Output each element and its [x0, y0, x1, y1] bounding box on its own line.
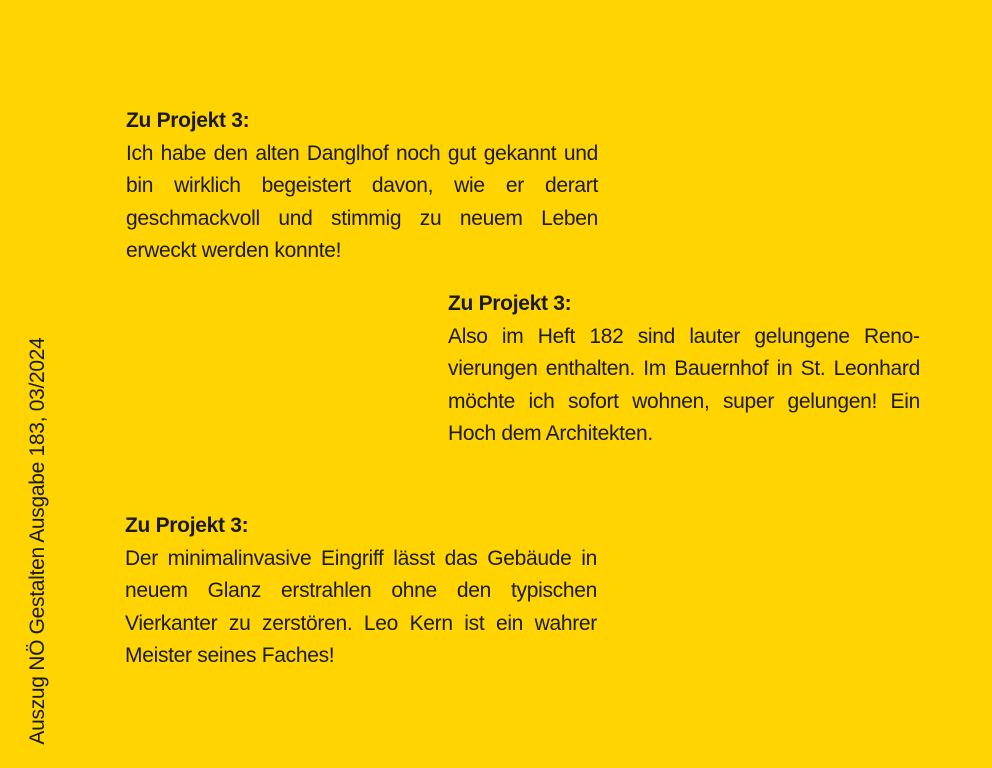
reader-comment-3 — [125, 510, 597, 673]
comment-text: Ich habe den alten Danglhof noch gut gekannt und bin wirklich begeistert davon, wie er derart geschmackvoll und stimmig zu neuem Leben erweckt werden konnte! — [126, 141, 598, 263]
comment-heading: Zu Projekt 3: — [126, 109, 250, 132]
comment-heading: Zu Projekt 3: — [448, 292, 572, 315]
reader-comment-2 — [448, 288, 920, 451]
reader-comment-1 — [126, 105, 598, 268]
comment-heading: Zu Projekt 3: — [125, 514, 249, 537]
publication-source-label: Auszug NÖ Gestalten Ausgabe 183, 03/2024 — [26, 337, 49, 745]
comment-text: Der minimalinvasive Eingriff lässt das Gebäude in neuem Glanz erstrahlen ohne den typischen Vierkanter zu zerstören. Leo Kern ist ein wahrer Meister seines Faches! — [125, 546, 597, 668]
comment-text: Also im Heft 182 sind lauter gelungene Renovierungen enthalten. Im Bauernhof in St. Leonhard möchte ich sofort wohnen, super gelungen! Ein Hoch dem Architekten. — [448, 324, 920, 446]
